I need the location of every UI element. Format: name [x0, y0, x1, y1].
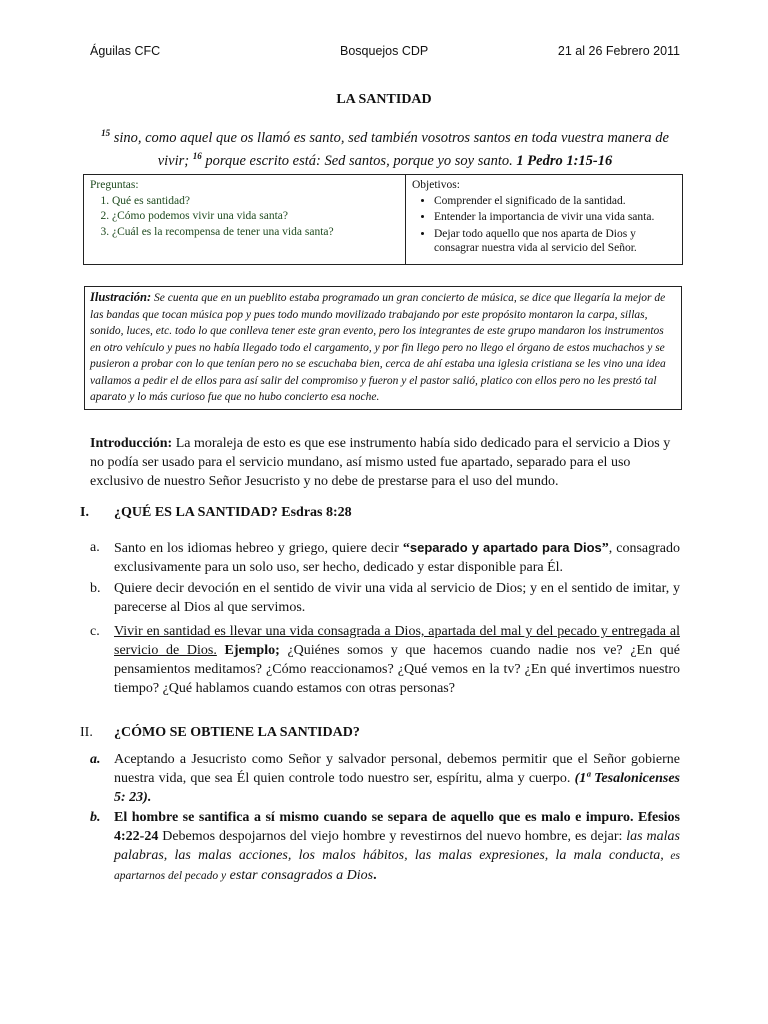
verse-number-16: 16 [192, 150, 202, 161]
item-body [114, 622, 680, 698]
item-text: Quiere decir devoción en el sentido de vivir una vida al servicio de Dios; y en el sentido de imitar, y parecerse al Dios al que servimos. [114, 581, 680, 615]
objective-item: • Comprender el significado de la santidad. [434, 194, 676, 209]
section-1-item-a [90, 538, 680, 577]
section-2-number: II. [80, 725, 93, 740]
verse-reference: 1 Pedro 1:15-16 [516, 152, 613, 169]
section-2-item-a [90, 750, 680, 807]
verse-text-1: sino, como aquel que os llamó es santo, sed también vosotros santos en toda vuestra manera de vivir; [110, 129, 669, 169]
header-date: 21 al 26 Febrero 2011 [557, 44, 680, 58]
question-item: 1. Qué es santidad? [112, 194, 399, 210]
item-period: . [373, 868, 377, 883]
question-item: 2. ¿Cómo podemos vivir una vida santa? [112, 209, 399, 225]
item-italic-end: estar consagrados a Dios [226, 868, 374, 883]
item-quote-close: ” [601, 541, 609, 556]
section-1-item-c [90, 622, 680, 698]
section-2-item-b [90, 808, 680, 886]
objective-item: • Entender la importancia de vivir una vida santa. [434, 210, 676, 225]
item-text: ¿Quiénes somos y que hacemos cuando nadie nos ve? ¿En qué pensamientos meditamos? ¿Cómo reaccionamos? ¿Qué vemos en la tv? ¿En qué invertimos nuestro tiempo? ¿Qué hablamos cuando estamos con otras personas? [114, 643, 680, 696]
introduction-text: La moraleja de esto es que ese instrumento había sido dedicado para el servicio a Dios y no podía ser usado para el servicio mundano, así mismo usted fue apartado, separado para el uso exclusivo de nuestro Señor Jesucristo y no debe de prestarse para el uso del mundo. [90, 436, 671, 489]
introduction-label: Introducción: [90, 436, 173, 451]
introduction-paragraph [90, 434, 680, 491]
section-1-number: I. [80, 505, 89, 520]
question-item: 3. ¿Cuál es la recompensa de tener una vida santa? [112, 225, 399, 241]
item-reference: (1ª Tesalonicenses 5: 23). [114, 771, 680, 805]
item-body [114, 750, 680, 807]
item-underlined-text: Vivir en santidad es llevar una vida consagrada a Dios, apartada del mal y del pecado y entregada al servicio de Dios. [114, 624, 680, 658]
questions-list [90, 194, 399, 241]
section-1-item-b [90, 579, 680, 617]
header-center: Bosquejos CDP [340, 44, 429, 58]
item-body [114, 808, 680, 886]
page-header [90, 44, 680, 64]
item-label: b. [90, 810, 101, 825]
item-small-text: es apartarnos del pecado y [114, 850, 680, 882]
item-italic-list: las malas palabras, las malas acciones, los malos hábitos, las malas expresiones, la mala conducta, [114, 829, 680, 863]
item-text: Aceptando a Jesucristo como Señor y salvador personal, debemos permitir que el Señor gobierne nuestra vida, que sea Él quien controle todo nuestro ser, espíritu, alma y cuerpo. [114, 752, 680, 786]
item-emphasis: Ejemplo; [216, 643, 280, 658]
illustration-text: Se cuenta que en un pueblito estaba programado un gran concierto de música, se dice que llegaría la mejor de las bandas que tocan música pop y pues todo mundo movilizado trabajando por este propósito montaron la carpa, sillas, sonido, luces, etc. todo lo que conlleva tener este gran evento, pero los integrantes de este grupo mandaron los instrumentos en otro vehículo y pues no había llegado todo el cargamento, y por fin llego pero no llego el órgano de estos muchachos y se pusieron a probar con lo que tenían pero no se escuchaba bien, cerca de ahí estaba una iglesia cristiana se les vino una idea vallamos a pedir el de ellos para así salir del compromiso y fueron y el pastor salió, platico con ellos pero no les prestó tal aparato y lo más curioso fue que no hubo concierto esa noche. [90, 292, 666, 403]
item-text-end: , consagrado exclusivamente para un solo uso, ser hecho, dedicado y estar disponible para Él. [114, 541, 680, 575]
objectives-list [412, 194, 676, 256]
item-emphasis: El hombre se santifica a sí mismo cuando se separa de aquello que es malo e impuro. Efesios 4:22-24 [114, 810, 680, 844]
illustration-label: Ilustración: [90, 290, 152, 304]
item-label: a. [90, 540, 100, 555]
verse-text-2: porque escrito está: Sed santos, porque yo soy santo. [201, 152, 517, 169]
verse-number-15: 15 [101, 128, 111, 138]
section-2-title: ¿CÓMO SE OBTIENE LA SANTIDAD? [114, 725, 360, 740]
item-label: a. [90, 752, 101, 767]
document-title: LA SANTIDAD [336, 92, 432, 107]
item-label: b. [90, 581, 101, 596]
objectives-heading: Objetivos: [412, 179, 460, 191]
item-text: Debemos despojarnos del viejo hombre y revestirnos del nuevo hombre, es dejar: [158, 829, 627, 844]
objectives-cell [406, 175, 683, 265]
questions-objectives-table [83, 174, 683, 265]
item-body [114, 538, 680, 577]
item-text: Santo en los idiomas hebreo y griego, quiere decir [114, 541, 403, 556]
item-emphasis: separado y apartado para Dios [409, 540, 602, 555]
section-1-title: ¿QUÉ ES LA SANTIDAD? Esdras 8:28 [114, 505, 352, 520]
illustration-box [84, 286, 682, 410]
item-quote-open: “ [402, 541, 410, 556]
objective-item: • Dejar todo aquello que nos aparta de Dios y consagrar nuestra vida al servicio del Señor. [434, 227, 676, 256]
questions-heading: Preguntas: [90, 179, 139, 191]
item-label: c. [90, 624, 100, 639]
header-left: Águilas CFC [90, 44, 161, 58]
questions-cell [84, 175, 406, 265]
verse-quote [90, 124, 680, 170]
